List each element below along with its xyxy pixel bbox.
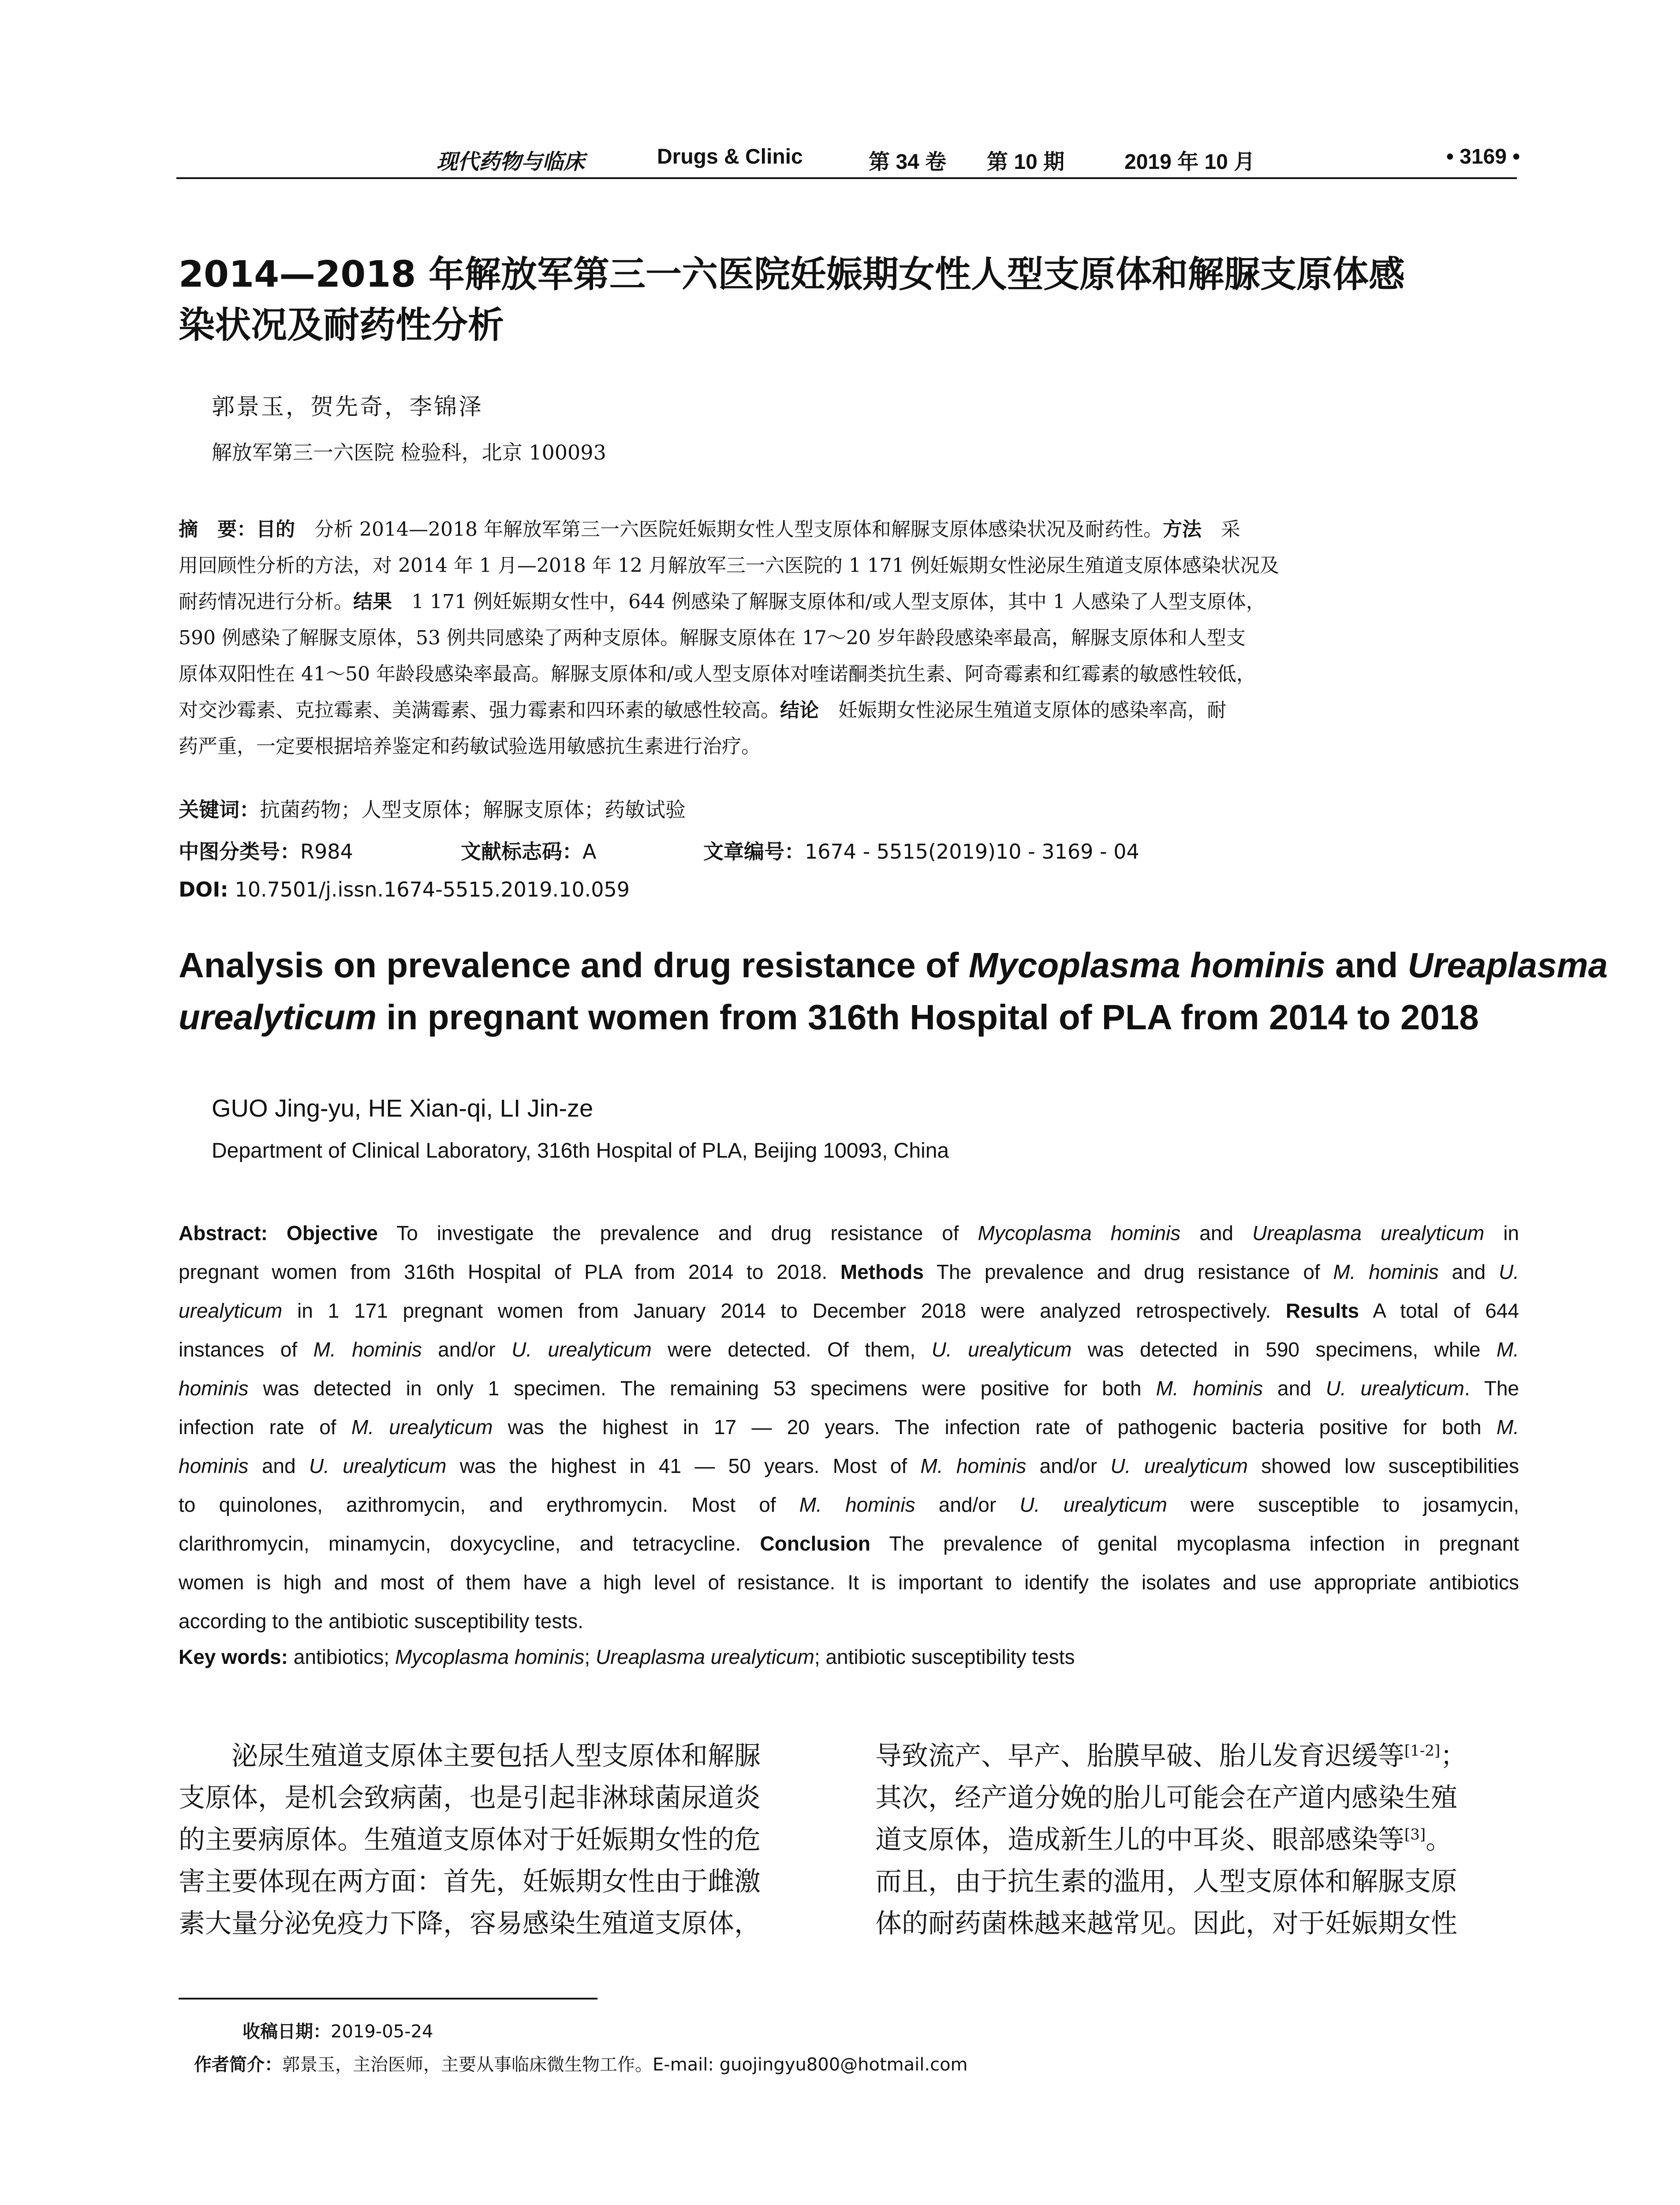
body-line: 泌尿生殖道支原体主要包括人型支原体和解脲 [179, 1741, 761, 1771]
cn-keywords [179, 794, 1519, 823]
objective-text: 分析 2014—2018 年解放军第三一六医院妊娠期女性人型支原体和解脲支原体感染状况及耐药性。 [295, 518, 1163, 541]
abstract-line: women is high and most of them have a high level of resistance. It is important to identify the isolates and use appropriate antibiotics [179, 1571, 1519, 1594]
abstract-line: 590 例感染了解脲支原体，53 例共同感染了两种支原体。解脲支原体在 17～20 岁年龄段感染率最高，解脲支原体和人型支 [179, 627, 1246, 649]
results-text: 1 171 例妊娠期女性中，644 例感染了解脲支原体和/或人型支原体，其中 1 人感染了人型支原体， [392, 590, 1266, 613]
conclusion-label: 结论 [780, 699, 819, 721]
body-text: 。 [1426, 1824, 1452, 1855]
en-keywords [179, 1645, 1519, 1669]
cn-title-line: 染状况及耐药性分析 [179, 304, 504, 346]
abstract-conclusion-label: Conclusion [760, 1532, 870, 1555]
abstract-text: urealyticum [179, 1299, 283, 1322]
en-title-text: and [1325, 946, 1408, 985]
abstract-text: pregnant women from 316th Hospital of PLA from 2014 to 2018. [179, 1260, 840, 1283]
abstract-text: Ureaplasma urealyticum [1252, 1222, 1485, 1245]
received-date [243, 2018, 433, 2043]
abstract-text: M. hominis [313, 1338, 422, 1361]
en-affiliation: Department of Clinical Laboratory, 316th Hospital of PLA, Beijing 10093, China [212, 1139, 949, 1162]
clc-value: R984 [300, 840, 353, 863]
abstract-text: M. hominis [920, 1454, 1027, 1477]
keywords-text: 抗菌药物；人型支原体；解脲支原体；药敏试验 [260, 798, 686, 822]
abstract-text: Mycoplasma hominis [978, 1222, 1181, 1245]
author-bio-label: 作者简介： [194, 2055, 282, 2075]
body-text: 道支原体，造成新生儿的中耳炎、眼部感染等 [875, 1824, 1404, 1855]
body-column-left [179, 1735, 831, 1945]
running-header [176, 141, 1520, 176]
results-label: 结果 [353, 590, 392, 613]
abstract-text: to quinolones, azithromycin, and erythromycin. Most of [179, 1493, 799, 1516]
article-no-label: 文章编号： [703, 840, 805, 863]
abstract-text: The prevalence of genital mycoplasma infection in pregnant [870, 1532, 1519, 1555]
abstract-text: M. hominis [799, 1493, 915, 1516]
volume: 第 34 卷 [869, 150, 947, 174]
abstract-results-label: Results [1285, 1299, 1359, 1322]
abstract-text: U. urealyticum [1019, 1493, 1167, 1516]
abstract-line [179, 1524, 1519, 1563]
body-line: 而且，由于抗生素的滥用，人型支原体和解脲支原 [875, 1866, 1457, 1897]
body-text: ； [1440, 1741, 1467, 1771]
cn-abstract [179, 512, 1519, 765]
abstract-text: infection rate of [179, 1416, 351, 1439]
footnote-rule [179, 1998, 597, 1999]
abstract-text: were detected. Of them, [651, 1338, 932, 1361]
citation: [3] [1404, 1826, 1426, 1843]
objective-label: 目的 [256, 518, 295, 541]
keywords-text: Ureaplasma urealyticum [595, 1645, 814, 1668]
journal-name-en: Drugs & Clinic [657, 145, 803, 168]
body-line: 体的耐药菌株越来越常见。因此，对于妊娠期女性 [875, 1908, 1457, 1939]
abstract-line [179, 1408, 1519, 1446]
abstract-text: . The [1464, 1377, 1519, 1400]
en-title-text: Analysis on prevalence and drug resistance of [179, 946, 969, 985]
body-line: 其次，经产道分娩的胎儿可能会在产道内感染生殖 [875, 1783, 1457, 1813]
en-title-text: in pregnant women from 316th Hospital of PLA from 2014 to 2018 [377, 998, 1479, 1037]
doi-label: DOI: [179, 878, 228, 901]
abstract-label: 摘 要： [179, 518, 256, 541]
conclusion-text: 妊娠期女性泌尿生殖道支原体的感染率高，耐 [819, 699, 1226, 721]
abstract-text: A total of 644 [1359, 1299, 1519, 1322]
abstract-text: in [1484, 1222, 1519, 1245]
body-line: 害主要体现在两方面：首先，妊娠期女性由于雌激 [179, 1866, 761, 1897]
abstract-text: was the highest in 17 — 20 years. The infection rate of pathogenic bacteria positive for both [493, 1416, 1497, 1439]
methods-text: 采 [1201, 518, 1240, 541]
abstract-text: and/or [1026, 1454, 1111, 1477]
abstract-text: M. [1496, 1338, 1519, 1361]
abstract-text: in 1 171 pregnant women from January 2014 to December 2018 were analyzed retrospectively. [282, 1299, 1286, 1322]
abstract-text: U. urealyticum [931, 1338, 1072, 1361]
abstract-text: M. hominis [1156, 1377, 1263, 1400]
en-title-text: Ureaplasma [1407, 946, 1608, 985]
abstract-text: was the highest in 41 — 50 years. Most of [446, 1454, 921, 1477]
abstract-line [179, 1369, 1519, 1408]
citation: [1-2] [1404, 1742, 1441, 1760]
body-text: 导致流产、早产、胎膜早破、胎儿发育迟缓等 [875, 1741, 1404, 1771]
abstract-text: was detected in only 1 specimen. The remaining 53 specimens were positive for both [248, 1377, 1156, 1400]
methods-label: 方法 [1162, 518, 1202, 541]
cn-title-line: 2014—2018 年解放军第三一六医院妊娠期女性人型支原体和解脲支原体感 [179, 254, 1405, 295]
abstract-text: and/or [915, 1493, 1020, 1516]
body-line: 素大量分泌免疫力下降，容易感染生殖道支原体， [179, 1908, 761, 1939]
abstract-objective-label: Abstract: Objective [179, 1222, 378, 1245]
abstract-line [179, 1446, 1519, 1485]
abstract-methods-label: Methods [840, 1260, 924, 1283]
abstract-text: and [1263, 1377, 1326, 1400]
abstract-text: showed low susceptibilities [1247, 1454, 1519, 1477]
abstract-text: was detected in 590 specimens, while [1071, 1338, 1497, 1361]
abstract-line [179, 1214, 1519, 1252]
abstract-text: To investigate the prevalence and drug resistance of [378, 1222, 978, 1245]
abstract-text: and [1180, 1222, 1252, 1245]
abstract-text: hominis [179, 1377, 249, 1400]
abstract-text: and [248, 1454, 309, 1477]
article-no-value: 1674 - 5515(2019)10 - 3169 - 04 [805, 840, 1139, 863]
doc-code-label: 文献标志码： [461, 840, 582, 863]
abstract-text: The prevalence and drug resistance of [923, 1260, 1333, 1283]
abstract-text: 对交沙霉素、克拉霉素、美满霉素、强力霉素和四环素的敏感性较高。 [179, 699, 780, 721]
abstract-line [179, 1485, 1519, 1524]
en-authors: GUO Jing-yu, HE Xian-qi, LI Jin-ze [212, 1094, 594, 1122]
en-title-text: urealyticum [179, 998, 377, 1037]
body-column-right [875, 1735, 1528, 1945]
issue-date: 2019 年 10 月 [1124, 150, 1255, 174]
abstract-text: U. urealyticum [511, 1338, 652, 1361]
abstract-text: M. [1496, 1416, 1519, 1439]
author-bio-text: 郭景玉，主治医师，主要从事临床微生物工作。E-mail: guojingyu800@hotmail.com [282, 2055, 968, 2075]
keywords-label: Key words: [179, 1645, 288, 1668]
abstract-text: hominis [179, 1454, 249, 1477]
received-label: 收稿日期： [243, 2022, 331, 2042]
abstract-text: and/or [422, 1338, 512, 1361]
abstract-text: M. urealyticum [351, 1416, 493, 1439]
abstract-line [179, 1291, 1519, 1330]
abstract-text: and [1438, 1260, 1499, 1283]
abstract-line [179, 1330, 1519, 1369]
keywords-text: ; antibiotic susceptibility tests [814, 1645, 1075, 1668]
abstract-line: 原体双阳性在 41～50 年龄段感染率最高。解脲支原体和/或人型支原体对喹诺酮类抗生素、阿奇霉素和红霉素的敏感性较低， [179, 663, 1256, 685]
cn-title [179, 249, 1519, 351]
keywords-label: 关键词： [179, 798, 260, 822]
abstract-text: clarithromycin, minamycin, doxycycline, and tetracycline. [179, 1532, 760, 1555]
cn-affiliation: 解放军第三一六医院 检验科，北京 100093 [212, 441, 606, 464]
doi-row [179, 878, 1519, 901]
doi-value: 10.7501/j.issn.1674-5515.2019.10.059 [228, 878, 630, 901]
cn-authors: 郭景玉，贺先奇，李锦泽 [212, 394, 484, 420]
received-value: 2019-05-24 [331, 2022, 433, 2042]
issue: 第 10 期 [987, 150, 1065, 174]
abstract-text: instances of [179, 1338, 314, 1361]
header-rule [176, 177, 1517, 179]
keywords-text: ; [584, 1645, 596, 1668]
doc-code-value: A [582, 840, 597, 863]
en-abstract [179, 1214, 1519, 1641]
author-bio [194, 2051, 968, 2076]
en-title [179, 939, 1608, 1043]
abstract-line [179, 1252, 1519, 1291]
abstract-text: were susceptible to josamycin, [1167, 1493, 1519, 1516]
body-line: 支原体，是机会致病菌，也是引起非淋球菌尿道炎 [179, 1783, 761, 1813]
abstract-line: according to the antibiotic susceptibility tests. [179, 1610, 583, 1633]
en-title-text: Mycoplasma hominis [968, 946, 1325, 985]
clc-label: 中图分类号： [179, 840, 300, 863]
page-number: • 3169 • [1446, 145, 1520, 168]
abstract-text: U. [1499, 1260, 1519, 1283]
abstract-text: U. urealyticum [1110, 1454, 1248, 1477]
abstract-text: U. urealyticum [309, 1454, 447, 1477]
keywords-text: antibiotics; [287, 1645, 395, 1668]
journal-name-cn: 现代药物与临床 [437, 149, 585, 174]
keywords-text: Mycoplasma hominis [395, 1645, 585, 1668]
classification-row [179, 836, 1519, 865]
abstract-text: 耐药情况进行分析。 [179, 590, 353, 613]
abstract-text: U. urealyticum [1325, 1377, 1464, 1400]
abstract-text: M. hominis [1333, 1260, 1439, 1283]
abstract-line: 药严重，一定要根据培养鉴定和药敏试验选用敏感抗生素进行治疗。 [179, 735, 761, 758]
body-line: 的主要病原体。生殖道支原体对于妊娠期女性的危 [179, 1824, 761, 1855]
abstract-line: 用回顾性分析的方法，对 2014 年 1 月—2018 年 12 月解放军三一六医院的 1 171 例妊娠期女性泌尿生殖道支原体感染状况及 [179, 554, 1279, 577]
